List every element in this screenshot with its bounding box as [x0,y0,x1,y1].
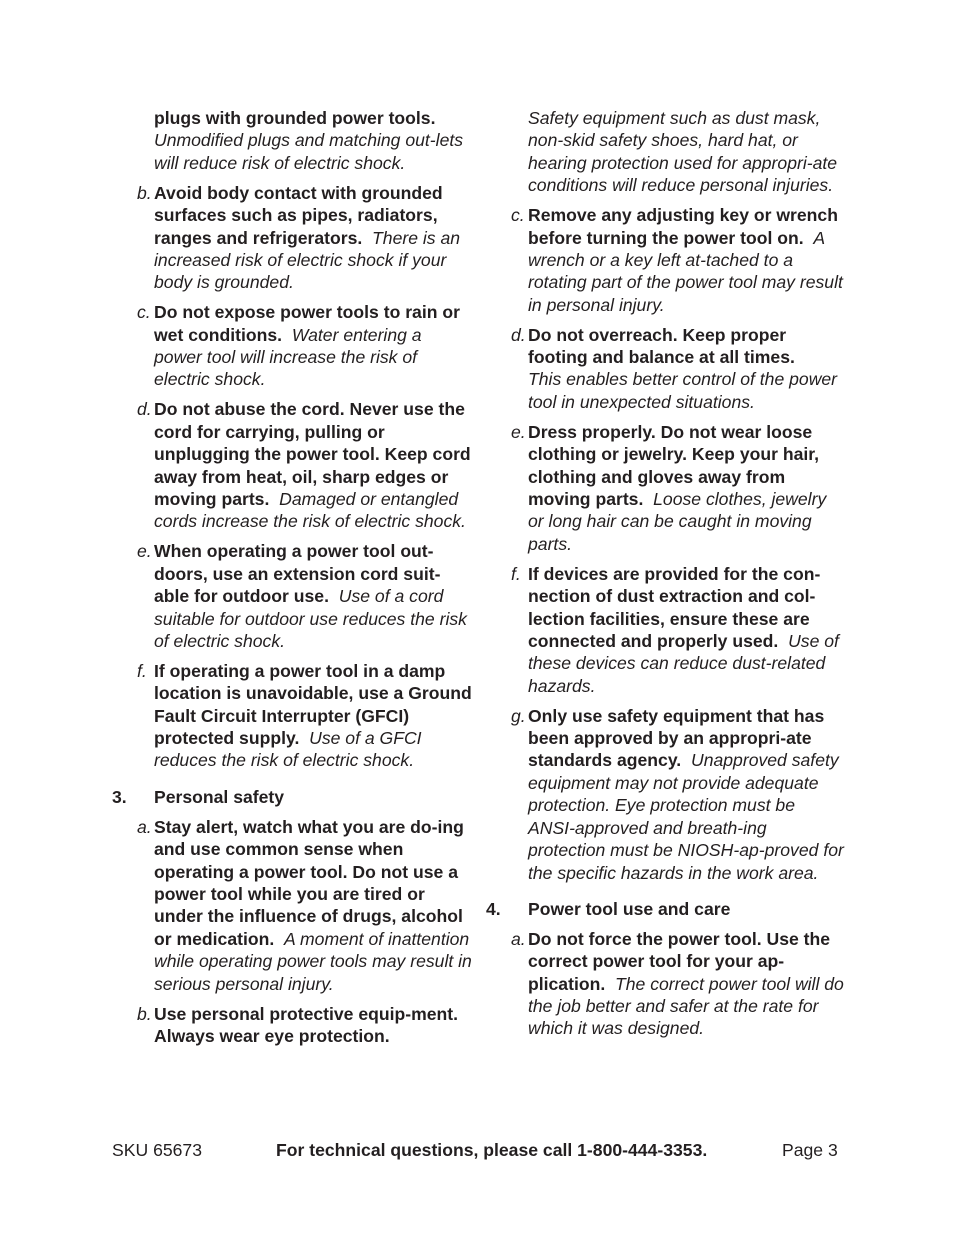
list-item [110,182,472,294]
item-letter: g. [511,705,526,726]
item-letter: d. [511,324,526,345]
item-bold-text: Do not expose power tools to rain or wet conditions. [154,302,460,345]
item-italic-text: Water entering a power tool will increase the risk of electric shock. [154,324,422,390]
list-item [110,398,472,532]
item-italic-text: Use of a GFCI reduces the risk of electric shock. [154,728,422,771]
item-bold-text: plugs with grounded power tools. [154,108,436,128]
item-letter: e. [511,421,526,442]
section-title: Personal safety [154,786,285,807]
footer-contact: For technical questions, please call 1-800-444-3353. [276,1140,708,1160]
section-heading [484,898,846,920]
item-bold-text: Do not overreach. Keep proper footing and balance at all times. [528,324,795,368]
item-italic-text: Loose clothes, jewelry or long hair can be caught in moving parts. [528,489,827,554]
item-bold-text: Stay alert, watch what you are do-ing and use common sense when operating a power tool. Do not use a power tool while you are tired or under the influence of drugs, alcohol or medication. [154,816,464,949]
item-bold-text: Remove any adjusting key or wrench before turning the power tool on. [528,205,838,248]
right-column [484,107,846,1047]
item-italic-text: Use of these devices can reduce dust-related hazards. [528,630,839,696]
item-italic-text: Unmodified plugs and matching out-lets will reduce risk of electric shock. [154,130,464,173]
item-bold-text: If devices are provided for the con-nection of dust extraction and col-lection facilities, ensure these are connected and properly used. [528,563,821,651]
item-letter: c. [137,302,151,323]
item-italic-text: A moment of inattention while operating power tools may result in serious personal injury. [154,928,472,994]
item-bold-text: Only use safety equipment that has been approved by an appropri-ate standards agency. [528,705,825,771]
section-number: 4. [486,898,501,919]
list-item [484,421,846,555]
list-item [110,107,472,174]
item-letter: d. [137,399,152,420]
item-italic-text: This enables better control of the power tool in unexpected situations. [528,369,838,412]
item-letter: b. [137,182,152,203]
list-item [110,301,472,391]
item-letter: a. [137,816,152,837]
item-letter: b. [137,1003,152,1024]
item-letter: e. [137,541,152,562]
section-title: Power tool use and care [528,898,731,919]
item-bold-text: Do not abuse the cord. Never use the cord for carrying, pulling or unplugging the power tool. Keep cord away from heat, oil, sharp edges or moving parts. [154,399,471,509]
item-italic-text: Damaged or entangled cords increase the risk of electric shock. [154,489,466,532]
item-bold-text: When operating a power tool out-doors, use an extension cord suit-able for outdoor use. [154,541,441,607]
list-item [484,928,846,1040]
list-item [484,705,846,884]
left-column [110,107,472,1055]
item-letter: c. [511,205,525,226]
item-bold-text: Use personal protective equip-ment. Always wear eye protection. [154,1003,459,1046]
list-item [484,107,846,197]
list-item [110,660,472,772]
item-bold-text: Dress properly. Do not wear loose clothing or jewelry. Keep your hair, clothing and gloves away from moving parts. [528,421,820,509]
item-letter: a. [511,928,526,949]
list-item [484,324,846,414]
item-italic-text: Safety equipment such as dust mask, non-skid safety shoes, hard hat, or hearing protection used for appropri-ate conditions will reduce personal injuries. [528,108,838,196]
list-item [110,1003,472,1048]
item-italic-text: Use of a cord suitable for outdoor use reduces the risk of electric shock. [154,586,467,651]
list-item [484,563,846,697]
item-bold-text: If operating a power tool in a damp location is unavoidable, use a Ground Fault Circuit Interrupter (GFCI) protected supply. [154,660,472,749]
footer-sku: SKU 65673 [112,1140,202,1160]
item-italic-text: The correct power tool will do the job better and safer at the rate for which it was designed. [528,973,844,1039]
list-item [110,816,472,995]
item-italic-text: A wrench or a key left at-tached to a rotating part of the power tool may result in personal injury. [528,227,843,315]
item-letter: f. [137,660,147,681]
section-heading [110,786,472,808]
footer-page-number: Page 3 [782,1140,838,1160]
item-bold-text: Avoid body contact with grounded surfaces such as pipes, radiators, ranges and refrigerators. [154,182,443,248]
item-bold-text: Do not force the power tool. Use the correct power tool for your ap-plication. [528,928,831,994]
list-item [484,204,846,316]
item-letter: f. [511,563,521,584]
item-italic-text: Unapproved safety equipment may not provide adequate protection. Eye protection must be ANSI-approved and breath-ing protection must be NIOSH-ap-proved for the specific hazards in the work area. [528,750,844,883]
list-item [110,540,472,652]
item-italic-text: There is an increased risk of electric shock if your body is grounded. [154,227,461,293]
section-number: 3. [112,786,127,807]
